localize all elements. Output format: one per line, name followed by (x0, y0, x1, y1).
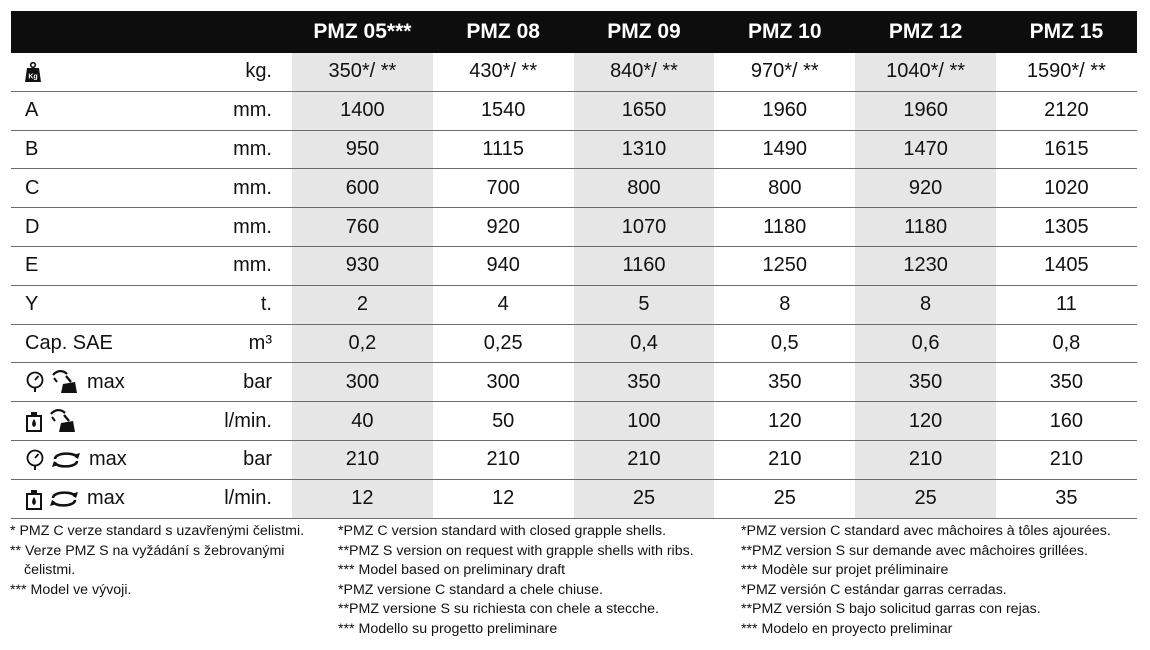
value-cell: 800 (574, 169, 715, 207)
row-label-text: D (25, 215, 40, 238)
value-cell: 300 (486, 370, 520, 393)
value-cell: 1115 (482, 137, 524, 160)
value-cell: 1650 (574, 92, 715, 130)
header-unit-cell (129, 11, 292, 53)
value-cell: 800 (768, 176, 802, 199)
footnote-line: **PMZ versione S su richiesta con chele a stecche. (338, 601, 659, 617)
row-label-text: Cap. SAE (25, 331, 113, 354)
model-header: PMZ 09 (607, 20, 681, 43)
grapple-open-icon (51, 369, 79, 395)
table-row (11, 53, 1137, 92)
row-unit: kg. (245, 60, 272, 83)
value-cell: 0,4 (574, 325, 715, 363)
pressure-gauge-icon (25, 449, 45, 471)
value-cell: 5 (574, 286, 715, 324)
row-label (11, 208, 129, 246)
row-label-text: E (25, 254, 39, 277)
value-cell: 300 (292, 363, 433, 401)
row-label-text: C (25, 176, 40, 199)
row-label (11, 286, 129, 324)
table-row (11, 480, 1137, 519)
row-unit: mm. (233, 215, 272, 238)
value-cell: 40 (292, 402, 433, 440)
row-label-text: Y (25, 293, 39, 316)
footnote-line: *PMZ C version standard with closed grapple shells. (338, 523, 667, 539)
footnotes-czech (10, 522, 304, 600)
row-label (11, 441, 129, 479)
grapple-open-icon (49, 408, 77, 434)
table-row (11, 363, 1137, 402)
value-cell: 1470 (855, 131, 996, 169)
footnote-line: **PMZ versión S bajo solicitud garras con rejas. (741, 601, 1041, 617)
value-cell: 1250 (762, 254, 808, 277)
footnote-line: *PMZ versión C estándar garras cerradas. (741, 581, 1007, 598)
footnote-line: *** Model based on preliminary draft (338, 562, 566, 578)
value-cell: 350 (855, 363, 996, 401)
value-cell: 950 (292, 131, 433, 169)
spec-table (11, 11, 1137, 519)
value-cell: 8 (779, 293, 791, 316)
value-cell: 2 (292, 286, 433, 324)
row-unit: mm. (233, 254, 272, 277)
table-row (11, 169, 1137, 208)
footnote-line: *** Modelo en proyecto preliminar (741, 620, 953, 637)
value-cell: 4 (497, 293, 509, 316)
value-cell: 210 (486, 448, 520, 471)
row-label-icons (25, 62, 41, 82)
value-cell: 350 (768, 370, 802, 393)
footnote-line: *** Modello su progetto preliminare (338, 620, 558, 637)
value-cell: 0,5 (770, 331, 799, 354)
row-label-text: max (87, 487, 125, 510)
footnote-line: čelistmi. (24, 562, 76, 578)
footnote-line: *PMZ versione C standard a chele chiuse. (338, 581, 603, 598)
value-cell: 1070 (574, 208, 715, 246)
table-row (11, 441, 1137, 480)
row-unit: bar (243, 448, 272, 471)
table-row (11, 131, 1137, 170)
value-cell: 0,8 (1052, 331, 1081, 354)
table-row (11, 92, 1137, 131)
table-row (11, 247, 1137, 286)
value-cell: 25 (773, 487, 796, 510)
model-header: PMZ 15 (1029, 20, 1104, 43)
svg-text:Kg: Kg (28, 73, 38, 81)
value-cell: 120 (855, 402, 996, 440)
value-cell: 25 (574, 480, 715, 518)
value-cell: 930 (292, 247, 433, 285)
value-cell: 210 (292, 441, 433, 479)
value-cell: 1310 (574, 131, 715, 169)
row-label-text: max (89, 448, 127, 471)
value-cell: 1590*/ ** (1026, 60, 1106, 83)
value-cell: 940 (486, 254, 520, 277)
row-label (11, 363, 129, 401)
table-row (11, 402, 1137, 441)
value-cell: 840*/ ** (574, 53, 715, 91)
value-cell: 350 (1049, 370, 1084, 393)
pressure-gauge-icon (25, 371, 45, 393)
value-cell: 1160 (574, 247, 715, 285)
value-cell: 920 (486, 215, 520, 238)
value-cell: 0,6 (855, 325, 996, 363)
value-cell: 1230 (855, 247, 996, 285)
value-cell: 11 (1056, 293, 1077, 316)
value-cell: 350*/ ** (292, 53, 433, 91)
value-cell: 35 (1055, 487, 1078, 510)
value-cell: 1305 (1044, 215, 1089, 238)
value-cell: 25 (855, 480, 996, 518)
value-cell: 0,25 (483, 331, 523, 354)
footnote-line: *** Model ve vývoji. (10, 581, 132, 598)
row-unit: m³ (248, 331, 272, 354)
value-cell: 120 (768, 409, 802, 432)
value-cell: 1180 (763, 215, 807, 238)
value-cell: 210 (768, 448, 802, 471)
row-label-text: max (87, 370, 125, 393)
value-cell: 210 (1049, 448, 1084, 471)
footnote-line: **PMZ S version on request with grapple shells with ribs. (338, 542, 694, 559)
footnote-line: *** Modèle sur projet préliminaire (741, 562, 949, 578)
value-cell: 760 (292, 208, 433, 246)
value-cell: 12 (492, 487, 515, 510)
row-unit: l/min. (224, 487, 272, 510)
row-label (11, 402, 129, 440)
model-header: PMZ 10 (748, 20, 822, 43)
row-label-icons (25, 408, 77, 434)
value-cell: 1020 (1044, 176, 1089, 199)
value-cell: 920 (855, 169, 996, 207)
row-unit: t. (260, 293, 272, 316)
value-cell: 8 (855, 286, 996, 324)
footnote-line: ** Verze PMZ S na vyžádání s žebrovanými (10, 542, 285, 559)
value-cell: 0,2 (292, 325, 433, 363)
weight-kg-icon (25, 62, 41, 82)
value-cell: 1960 (762, 99, 808, 122)
value-cell: 350 (574, 363, 715, 401)
row-label (11, 325, 129, 363)
row-label-text: A (25, 99, 39, 122)
value-cell: 970*/ ** (750, 60, 819, 83)
footnote-line: * PMZ C verze standard s uzavřenými čelistmi. (10, 523, 305, 539)
row-label-icons (25, 487, 125, 510)
row-label-icons (25, 369, 125, 395)
table-row (11, 325, 1137, 364)
table-row (11, 208, 1137, 247)
value-cell: 1540 (480, 99, 526, 122)
table-body (11, 53, 1137, 519)
value-cell: 430*/ ** (469, 60, 538, 83)
row-unit: mm. (233, 137, 272, 160)
row-unit: bar (243, 370, 272, 393)
table-header-row (11, 11, 1137, 53)
header-label-cell (11, 11, 129, 53)
value-cell: 210 (574, 441, 715, 479)
value-cell: 1490 (762, 137, 808, 160)
row-label (11, 247, 129, 285)
value-cell: 1405 (1044, 254, 1089, 277)
oil-flow-icon (25, 410, 43, 432)
row-label-icons (25, 448, 127, 471)
row-unit: l/min. (224, 409, 272, 432)
value-cell: 1960 (855, 92, 996, 130)
footnotes-french-spanish (741, 522, 1111, 639)
value-cell: 100 (574, 402, 715, 440)
footnotes-english-italian (338, 522, 694, 639)
model-header: PMZ 05*** (313, 20, 412, 43)
value-cell: 210 (855, 441, 996, 479)
row-label-text: B (25, 137, 39, 160)
rotation-icon (49, 488, 79, 510)
table-row (11, 286, 1137, 325)
value-cell: 700 (486, 176, 520, 199)
model-header: PMZ 08 (466, 20, 540, 43)
row-label (11, 480, 129, 518)
value-cell: 1040*/ ** (855, 53, 996, 91)
oil-flow-icon (25, 488, 43, 510)
value-cell: 600 (292, 169, 433, 207)
row-label (11, 92, 129, 130)
row-label (11, 53, 129, 91)
model-header: PMZ 12 (888, 20, 963, 43)
value-cell: 1180 (855, 208, 996, 246)
footnote-line: **PMZ version S sur demande avec mâchoires grillées. (741, 542, 1088, 559)
row-unit: mm. (233, 99, 272, 122)
row-label (11, 169, 129, 207)
rotation-icon (51, 449, 81, 471)
value-cell: 50 (492, 409, 515, 432)
row-label (11, 131, 129, 169)
value-cell: 12 (292, 480, 433, 518)
value-cell: 1400 (292, 92, 433, 130)
value-cell: 1615 (1044, 137, 1089, 160)
value-cell: 2120 (1044, 99, 1089, 122)
value-cell: 160 (1049, 409, 1084, 432)
footnote-line: *PMZ version C standard avec mâchoires à tôles ajourées. (741, 523, 1111, 539)
row-unit: mm. (233, 176, 272, 199)
